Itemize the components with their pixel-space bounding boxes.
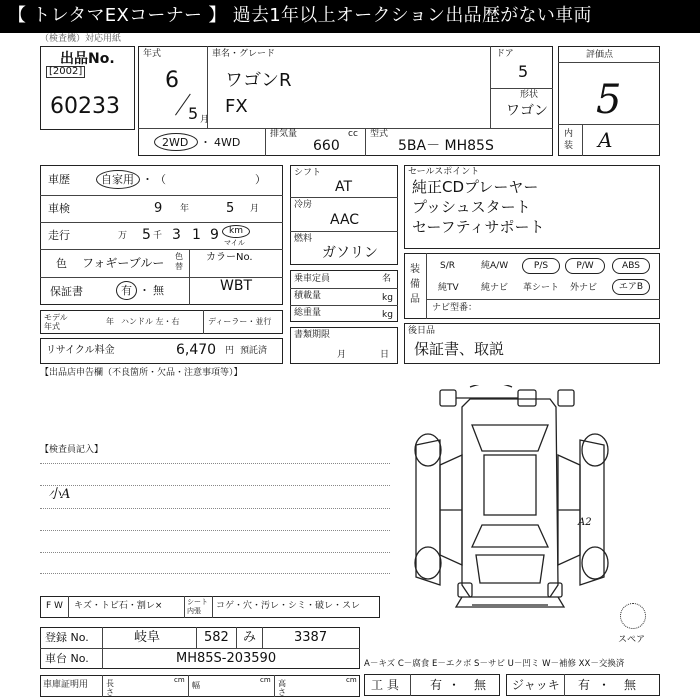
cert-width: 幅 bbox=[192, 681, 200, 690]
jack-yes: 有 bbox=[578, 678, 591, 692]
load-unit: kg bbox=[382, 293, 393, 303]
displacement-unit: cc bbox=[348, 129, 358, 139]
warranty-label: 保証書 bbox=[50, 285, 83, 298]
lot-tag: [2002] bbox=[46, 66, 85, 78]
diagram-mark: A2 bbox=[578, 517, 592, 528]
history-dot: ・ bbox=[142, 173, 153, 186]
registration-number: 3387 bbox=[294, 630, 328, 645]
registration-kana: み bbox=[243, 630, 257, 645]
inspection-month-unit: 月 bbox=[250, 204, 260, 214]
type-value: 5BA－ MH85S bbox=[398, 138, 494, 154]
score-label: 評価点 bbox=[586, 50, 614, 60]
year-label: 年式 bbox=[143, 49, 162, 59]
registration-region: 岐阜 bbox=[134, 630, 161, 645]
cert-width-unit: cm bbox=[260, 676, 271, 684]
fuel-label: 燃料 bbox=[294, 234, 313, 244]
equip-nav-model: ナビ型番： bbox=[432, 303, 478, 313]
interior-value: A bbox=[598, 128, 613, 152]
lot-label: 出品No. bbox=[60, 51, 115, 67]
sales-point-line-1: 純正CDプレーヤー bbox=[412, 178, 539, 196]
spare-tire-icon bbox=[620, 603, 646, 629]
equip-sr: S/R bbox=[440, 261, 455, 271]
weight-unit: kg bbox=[382, 310, 393, 320]
model-year-label: モデル年式 bbox=[44, 313, 68, 331]
jack-sep: ・ bbox=[598, 678, 611, 692]
recycle-value: 6,470 bbox=[176, 342, 217, 358]
car-diagram bbox=[400, 385, 660, 620]
doors-label: ドア bbox=[496, 49, 514, 59]
displacement-label: 排気量 bbox=[270, 129, 298, 139]
type-label: 型式 bbox=[370, 129, 389, 139]
mileage-unit: km bbox=[229, 226, 243, 236]
tools-no: 無 bbox=[474, 678, 487, 692]
model-label: 車名・グレード bbox=[212, 49, 276, 59]
recycle-unit: 円 bbox=[225, 346, 235, 356]
color-change: 色替 bbox=[175, 252, 183, 271]
warranty-no: 無 bbox=[153, 284, 164, 297]
mileage-d3: 1 bbox=[192, 227, 201, 243]
cert-label: 車庫証明用 bbox=[43, 680, 89, 690]
registration-class: 582 bbox=[204, 630, 229, 645]
year-value: 6 bbox=[165, 68, 179, 93]
tools-label: 工 具 bbox=[371, 678, 399, 692]
year-month-unit: 月 bbox=[200, 115, 210, 125]
mileage-label: 走行 bbox=[48, 229, 70, 242]
equip-tv: 純TV bbox=[438, 283, 459, 293]
shape-label: 形状 bbox=[520, 90, 539, 100]
equip-navi: 純ナビ bbox=[481, 283, 509, 293]
interior-label: 内装 bbox=[564, 129, 574, 151]
accessories-value: 保証書、取説 bbox=[414, 340, 505, 358]
capacity-unit: 名 bbox=[382, 274, 392, 284]
tools-sep: ・ bbox=[448, 678, 461, 692]
color-value: フォギーブルー bbox=[82, 256, 165, 270]
lot-number: 60233 bbox=[50, 94, 120, 119]
capacity-label: 乗車定員 bbox=[294, 274, 331, 284]
sales-point-label: セールスポイント bbox=[408, 167, 480, 177]
docs-date-month: 月 bbox=[337, 350, 347, 360]
shape-value: ワゴン bbox=[506, 103, 548, 119]
cert-len: 長さ bbox=[106, 679, 114, 697]
jack-no: 無 bbox=[624, 678, 637, 692]
recycle-label: リサイクル料金 bbox=[46, 345, 115, 356]
year-month: 5 bbox=[188, 104, 199, 123]
warranty-sep: ・ bbox=[139, 284, 150, 297]
shift-value: AT bbox=[335, 179, 353, 195]
cert-height: 高さ bbox=[278, 679, 286, 697]
inspector-label: 【検査員記入】 bbox=[40, 445, 104, 455]
docs-date-day: 日 bbox=[380, 350, 390, 360]
color-label: 色 bbox=[56, 257, 67, 270]
cert-height-unit: cm bbox=[346, 676, 357, 684]
damage-legend: A－キズ C－腐食 E－エクボ S－サビ U－凹ミ W－補修 XX－交換済 bbox=[364, 659, 625, 669]
fw-seat-items: コゲ・穴・汚レ・シミ・破レ・スレ bbox=[216, 601, 361, 611]
equip-pw: P/W bbox=[565, 258, 605, 274]
score-value: 5 bbox=[596, 77, 622, 123]
drive-4wd: 4WD bbox=[214, 136, 241, 149]
fw-label: F W bbox=[46, 601, 63, 611]
jack-label: ジャッキ bbox=[512, 678, 560, 692]
inspection-year-unit: 年 bbox=[180, 204, 190, 214]
equip-aw: 純A/W bbox=[481, 261, 509, 271]
docs-date-label: 書類期限 bbox=[294, 330, 331, 340]
ac-label: 冷房 bbox=[294, 200, 313, 210]
mileage-man: 万 bbox=[118, 231, 128, 241]
load-label: 積載量 bbox=[294, 291, 322, 301]
equip-abs: ABS bbox=[612, 258, 650, 274]
registration-label: 登録 No. bbox=[45, 631, 89, 644]
mileage-d1: 5 bbox=[142, 227, 151, 243]
drive-2wd: 2WD bbox=[162, 136, 189, 149]
equipment-label: 装備品 bbox=[410, 264, 420, 305]
fw-items: キズ・トビ石・割レ× bbox=[74, 601, 163, 611]
model-year-handle: ハンドル 左・右 bbox=[121, 317, 180, 326]
history-selected: 自家用 bbox=[101, 173, 134, 186]
sales-point-line-3: セーフティサポート bbox=[412, 218, 545, 236]
fuel-value: ガソリン bbox=[322, 245, 378, 261]
banner-text: 【 トレタマEXコーナー 】 過去1年以上オークション出品歴がない車両 bbox=[8, 5, 592, 26]
model-name: ワゴンR bbox=[225, 70, 292, 91]
tools-yes: 有 bbox=[430, 678, 443, 692]
seller-note-label: 【出品店申告欄（不良箇所・欠品・注意事項等）】 bbox=[40, 368, 243, 378]
color-code: WBT bbox=[220, 278, 252, 294]
inspector-note: 小A bbox=[48, 487, 71, 502]
model-year-unit: 年 bbox=[106, 317, 114, 326]
spare-label: スペア bbox=[618, 635, 646, 645]
cert-len-unit: cm bbox=[174, 676, 185, 684]
equip-ext-navi: 外ナビ bbox=[570, 283, 598, 293]
mileage-d2: 3 bbox=[172, 227, 181, 243]
inspection-label: 車検 bbox=[48, 202, 70, 215]
shift-label: シフト bbox=[294, 168, 322, 178]
sales-point-line-2: プッシュスタート bbox=[412, 198, 531, 216]
equip-leather: 革シート bbox=[523, 283, 560, 293]
mileage-unit2: マイル bbox=[224, 239, 245, 247]
color-code-label: カラーNo. bbox=[206, 252, 253, 263]
model-year-dealer: ディーラー・並行 bbox=[208, 317, 272, 326]
chassis-label: 車台 No. bbox=[45, 652, 89, 665]
inspection-year: 9 bbox=[154, 201, 163, 216]
recycle-note: 預託済 bbox=[240, 346, 268, 356]
accessories-label: 後日品 bbox=[408, 326, 436, 336]
weight-label: 総重量 bbox=[294, 308, 322, 318]
history-label: 車歴 bbox=[48, 173, 70, 186]
ac-value: AAC bbox=[330, 212, 360, 228]
equip-ps: P/S bbox=[522, 258, 560, 274]
inspection-month: 5 bbox=[226, 201, 235, 216]
doors-value: 5 bbox=[518, 62, 529, 81]
history-close: ） bbox=[255, 173, 266, 186]
header-note: （検査機）対応用紙 bbox=[40, 34, 122, 44]
fw-seat-label: シート 内張 bbox=[187, 598, 208, 615]
mileage-d4: 9 bbox=[210, 227, 219, 243]
mileage-sen: 千 bbox=[153, 231, 163, 241]
drive-sep: ・ bbox=[200, 136, 211, 149]
warranty-yes: 有 bbox=[121, 284, 132, 297]
model-grade: FX bbox=[225, 96, 248, 117]
history-open: （ bbox=[155, 173, 166, 186]
chassis-value: MH85S-203590 bbox=[176, 651, 277, 666]
displacement-value: 660 bbox=[313, 138, 340, 154]
equip-airbag: エアB bbox=[612, 279, 650, 295]
